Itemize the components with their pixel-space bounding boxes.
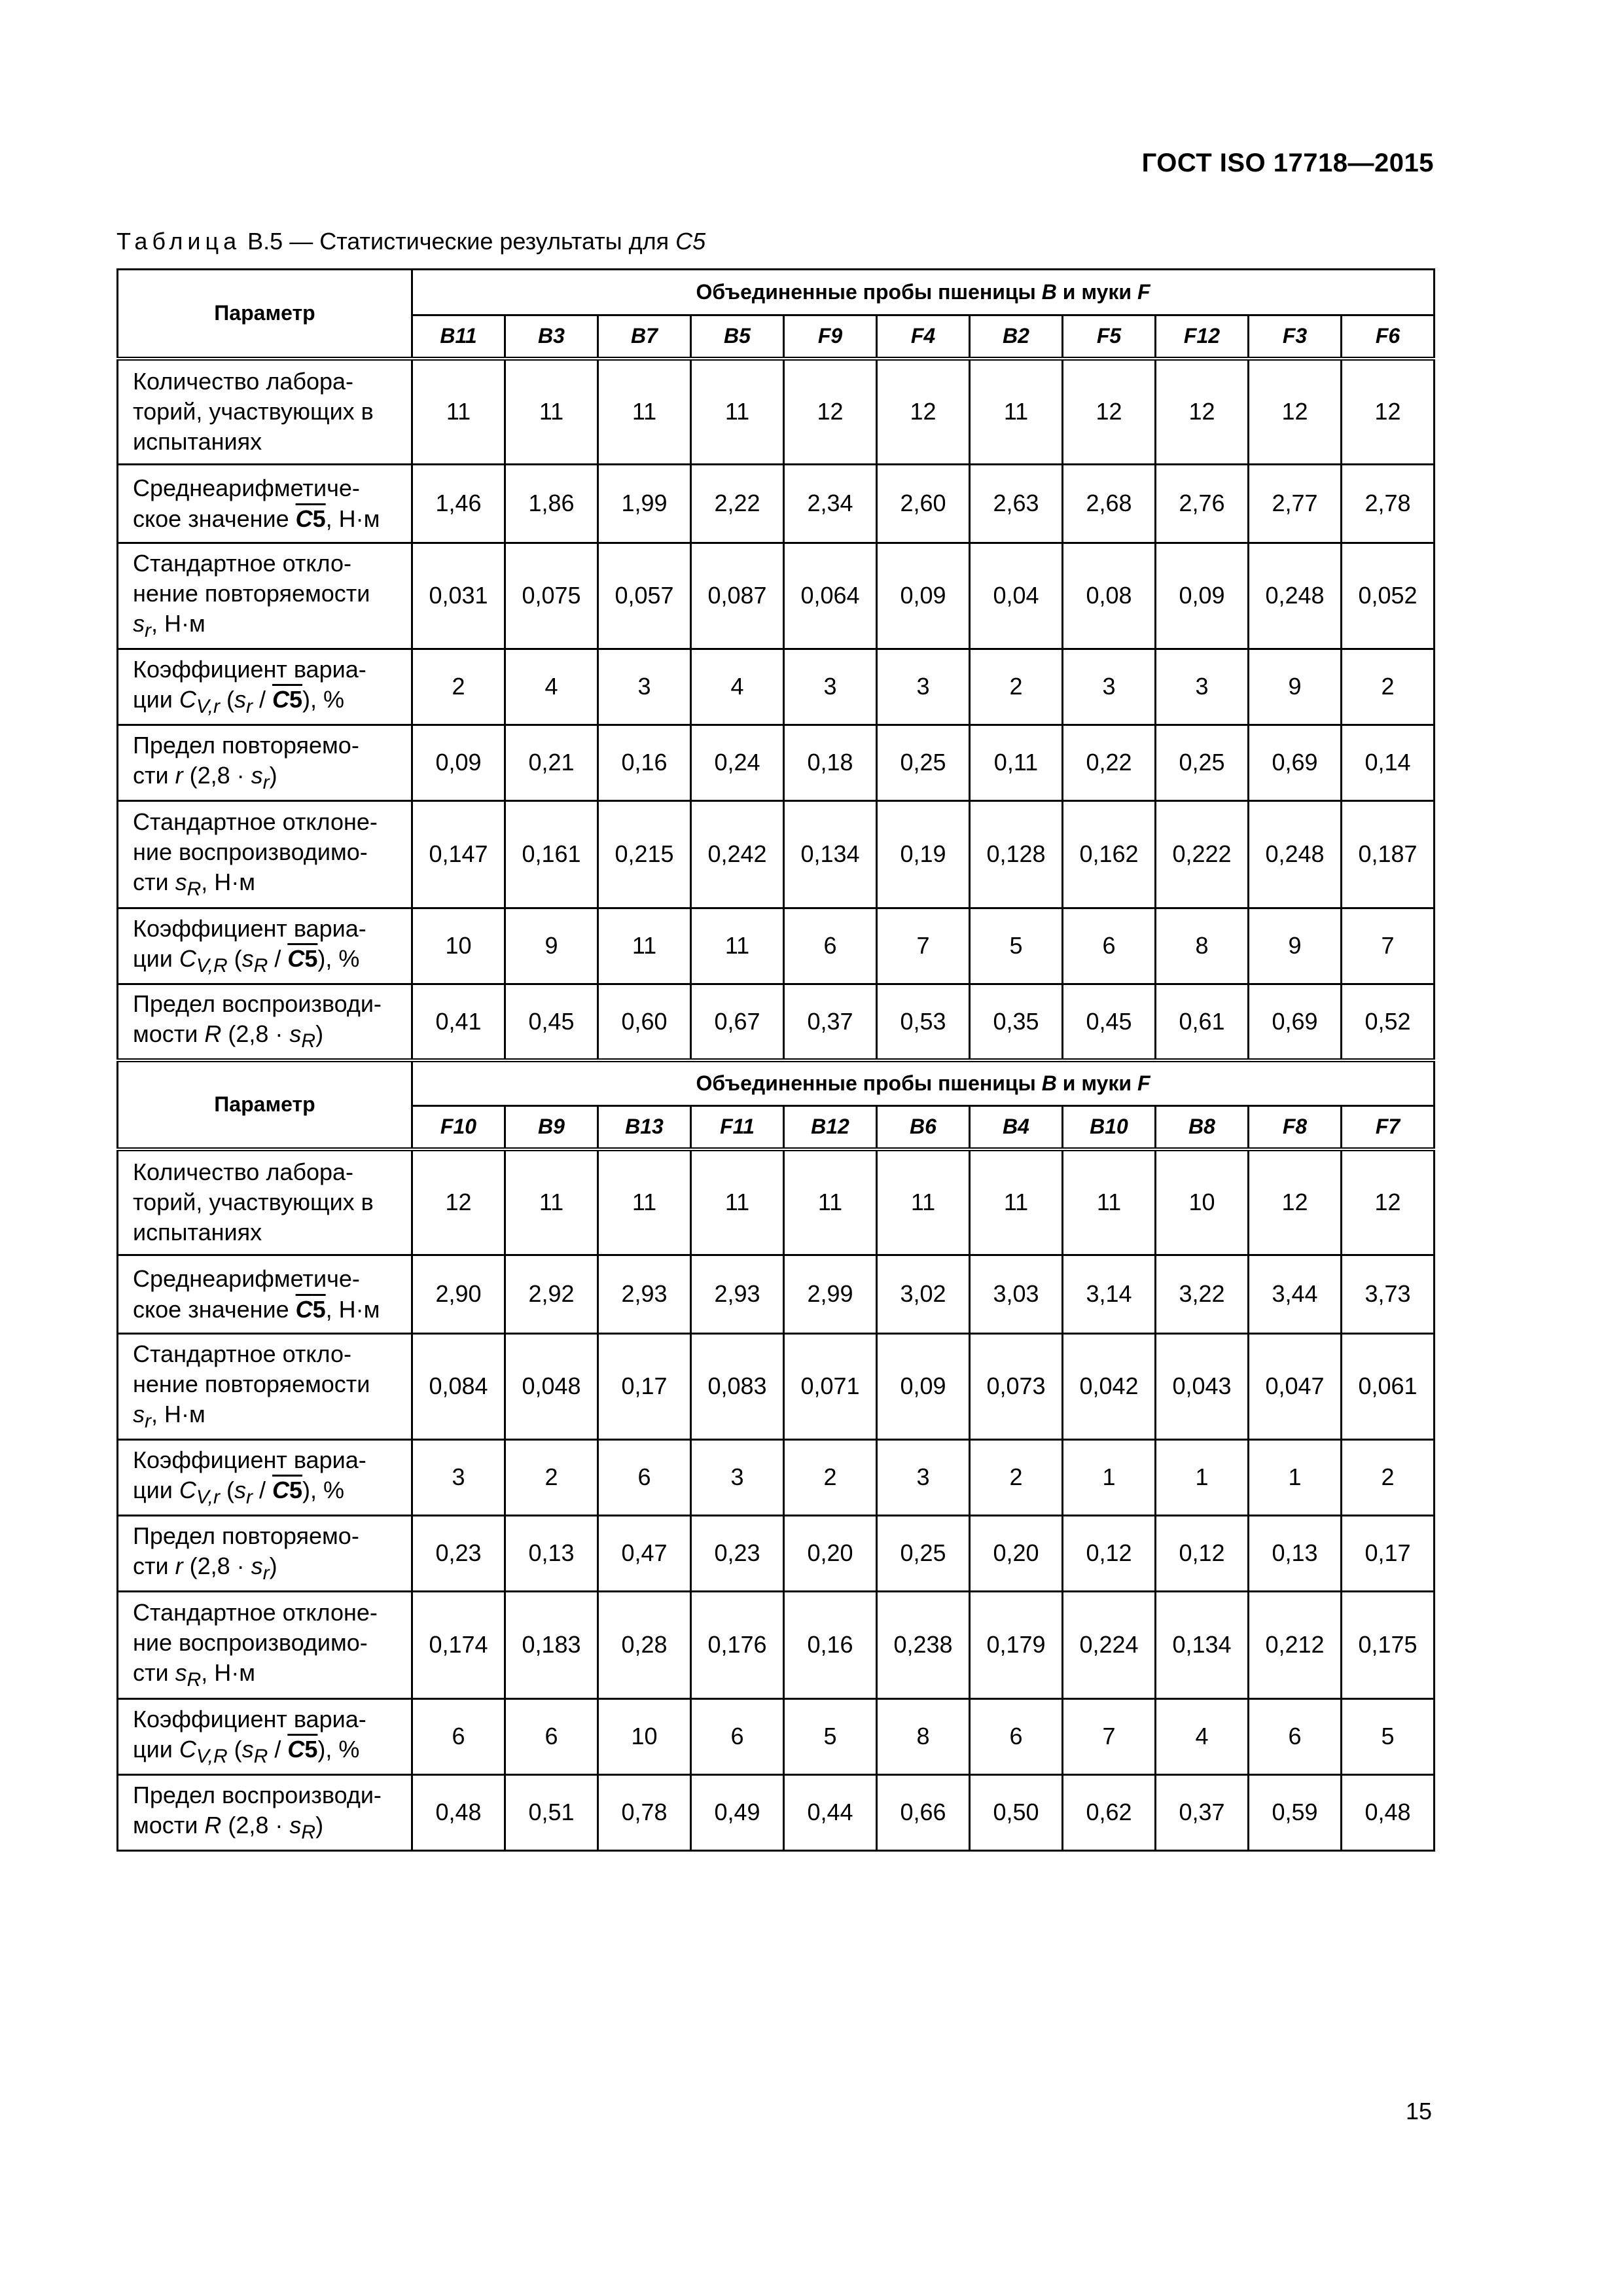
- table-cell: 4: [505, 649, 598, 725]
- table-cell: 6: [784, 908, 877, 984]
- table-cell: 2,92: [505, 1255, 598, 1334]
- table-cell: 0,19: [877, 801, 970, 908]
- table-cell: 6: [970, 1699, 1063, 1775]
- header-row: [118, 270, 1435, 315]
- table-row: [118, 1149, 1435, 1255]
- table-cell: 0,18: [784, 725, 877, 801]
- table-cell: 6: [412, 1699, 505, 1775]
- table-cell: 11: [505, 1149, 598, 1255]
- table-cell: 0,048: [505, 1334, 598, 1440]
- table-cell: 0,20: [970, 1516, 1063, 1592]
- table-cell: 11: [970, 359, 1063, 465]
- table-cell: 5: [970, 908, 1063, 984]
- table-cell: 0,49: [691, 1775, 784, 1851]
- table-cell: 2: [412, 649, 505, 725]
- param-label: Количество лабора- торий, участвующих в испытаниях: [118, 359, 412, 465]
- table-cell: 8: [877, 1699, 970, 1775]
- table-cell: 5: [784, 1699, 877, 1775]
- table-row: [118, 1516, 1435, 1592]
- table-cell: 5: [1342, 1699, 1435, 1775]
- table-cell: 9: [1249, 649, 1342, 725]
- table-cell: 10: [412, 908, 505, 984]
- table-cell: 0,162: [1063, 801, 1156, 908]
- table-cell: 0,16: [598, 725, 691, 801]
- table-cell: 6: [691, 1699, 784, 1775]
- table-cell: 12: [1063, 359, 1156, 465]
- table-cell: 1: [1156, 1440, 1249, 1516]
- param-label: Среднеарифметиче- ское значение C5, Н·м: [118, 465, 412, 543]
- table-row: [118, 359, 1435, 465]
- column-code: F9: [784, 315, 877, 359]
- table-cell: 0,47: [598, 1516, 691, 1592]
- table-cell: 0,41: [412, 984, 505, 1060]
- table-cell: 0,073: [970, 1334, 1063, 1440]
- table-cell: 0,057: [598, 543, 691, 649]
- column-code: F8: [1249, 1106, 1342, 1149]
- table-cell: 11: [598, 1149, 691, 1255]
- param-label: Предел воспроизводи- мости R $(2,8 \cdot s_R)$: [118, 1775, 412, 1851]
- table-cell: 0,242: [691, 801, 784, 908]
- column-code: F3: [1249, 315, 1342, 359]
- table-cell: 0,51: [505, 1775, 598, 1851]
- table-row: [118, 984, 1435, 1060]
- table-cell: 0,052: [1342, 543, 1435, 649]
- column-code: B7: [598, 315, 691, 359]
- table-cell: 0,212: [1249, 1592, 1342, 1699]
- table-row: [118, 1592, 1435, 1699]
- table-cell: 3: [1156, 649, 1249, 725]
- param-header: Параметр: [118, 270, 412, 359]
- table-row: [118, 725, 1435, 801]
- table-cell: 3,14: [1063, 1255, 1156, 1334]
- table-cell: 3,02: [877, 1255, 970, 1334]
- table-cell: 0,13: [505, 1516, 598, 1592]
- group-title: Объединенные пробы пшеницы B и муки F: [412, 1060, 1435, 1106]
- table-cell: 3: [412, 1440, 505, 1516]
- table-cell: 3,03: [970, 1255, 1063, 1334]
- table-cell: 0,238: [877, 1592, 970, 1699]
- table-cell: 2,63: [970, 465, 1063, 543]
- column-code: B9: [505, 1106, 598, 1149]
- table-cell: 1,99: [598, 465, 691, 543]
- table-cell: 6: [598, 1440, 691, 1516]
- table-row: [118, 908, 1435, 984]
- param-label: Коэффициент вариа- ции $C_{V,r}$ $(s_r / C5)$, %: [118, 1440, 412, 1516]
- table-cell: 0,09: [412, 725, 505, 801]
- table-cell: 0,248: [1249, 543, 1342, 649]
- table-cell: 3: [1063, 649, 1156, 725]
- column-code: B13: [598, 1106, 691, 1149]
- table-cell: 2,77: [1249, 465, 1342, 543]
- table-cell: 0,45: [1063, 984, 1156, 1060]
- table-cell: 0,087: [691, 543, 784, 649]
- table-cell: 10: [1156, 1149, 1249, 1255]
- column-code: F11: [691, 1106, 784, 1149]
- table-cell: 0,25: [1156, 725, 1249, 801]
- table-row: [118, 1440, 1435, 1516]
- table-row: [118, 465, 1435, 543]
- table-cell: 0,183: [505, 1592, 598, 1699]
- table-cell: 9: [505, 908, 598, 984]
- column-code: F4: [877, 315, 970, 359]
- table-cell: 0,222: [1156, 801, 1249, 908]
- table-cell: 7: [1342, 908, 1435, 984]
- table-cell: 11: [970, 1149, 1063, 1255]
- table-cell: 1,86: [505, 465, 598, 543]
- param-label: Стандартное отклоне- ние воспроизводимо- сти $s_R$, Н·м: [118, 801, 412, 908]
- table-cell: 0,179: [970, 1592, 1063, 1699]
- table-cell: 0,176: [691, 1592, 784, 1699]
- table-cell: 3: [877, 1440, 970, 1516]
- table-cell: 11: [412, 359, 505, 465]
- table-cell: 0,48: [412, 1775, 505, 1851]
- column-code: F6: [1342, 315, 1435, 359]
- table-cell: 0,215: [598, 801, 691, 908]
- table-cell: 4: [1156, 1699, 1249, 1775]
- table-cell: 6: [505, 1699, 598, 1775]
- table-cell: 11: [691, 908, 784, 984]
- table-cell: 2,90: [412, 1255, 505, 1334]
- caption-number: В.5 — Статистические результаты для: [247, 228, 676, 255]
- standard-id: ГОСТ ISO 17718—2015: [1141, 149, 1434, 177]
- table-cell: 12: [1249, 1149, 1342, 1255]
- column-code: B8: [1156, 1106, 1249, 1149]
- table-cell: 0,22: [1063, 725, 1156, 801]
- column-code: B11: [412, 315, 505, 359]
- caption-label: Таблица: [116, 228, 241, 255]
- table-cell: 0,24: [691, 725, 784, 801]
- table-cell: 0,17: [598, 1334, 691, 1440]
- table-cell: 12: [412, 1149, 505, 1255]
- table-cell: 11: [691, 1149, 784, 1255]
- table-cell: 0,25: [877, 725, 970, 801]
- statistics-table: [116, 268, 1435, 1852]
- table-cell: 2,22: [691, 465, 784, 543]
- table-cell: 0,50: [970, 1775, 1063, 1851]
- table-cell: 0,061: [1342, 1334, 1435, 1440]
- table-cell: 6: [1063, 908, 1156, 984]
- table-cell: 0,047: [1249, 1334, 1342, 1440]
- table-row: [118, 1334, 1435, 1440]
- table-cell: 0,248: [1249, 801, 1342, 908]
- table-cell: 11: [877, 1149, 970, 1255]
- table-cell: 1: [1063, 1440, 1156, 1516]
- table-cell: 3,44: [1249, 1255, 1342, 1334]
- group-title: Объединенные пробы пшеницы B и муки F: [412, 270, 1435, 315]
- param-label: Предел повторяемо- сти r $(2,8 \cdot s_r)$: [118, 725, 412, 801]
- table-cell: 0,23: [691, 1516, 784, 1592]
- table-cell: 0,52: [1342, 984, 1435, 1060]
- table-cell: 0,09: [877, 543, 970, 649]
- caption-subject: C5: [675, 228, 706, 255]
- table-row: [118, 543, 1435, 649]
- table-cell: 0,071: [784, 1334, 877, 1440]
- param-label: Предел воспроизводи- мости R $(2,8 \cdot s_R)$: [118, 984, 412, 1060]
- column-code: F5: [1063, 315, 1156, 359]
- table-cell: 0,13: [1249, 1516, 1342, 1592]
- table-row: [118, 649, 1435, 725]
- table-cell: 0,16: [784, 1592, 877, 1699]
- table-cell: 12: [784, 359, 877, 465]
- table-cell: 2,99: [784, 1255, 877, 1334]
- page-number: 15: [1405, 2098, 1432, 2125]
- table-cell: 2: [1342, 1440, 1435, 1516]
- param-label: Коэффициент вариа- ции $C_{V,R}$ $(s_R / C5)$, %: [118, 1699, 412, 1775]
- table-cell: 0,043: [1156, 1334, 1249, 1440]
- table-cell: 2: [784, 1440, 877, 1516]
- table-cell: 0,61: [1156, 984, 1249, 1060]
- param-label: Среднеарифметиче- ское значение C5, Н·м: [118, 1255, 412, 1334]
- table-cell: 2: [970, 649, 1063, 725]
- table-cell: 0,14: [1342, 725, 1435, 801]
- table-cell: 2,68: [1063, 465, 1156, 543]
- table-cell: 0,28: [598, 1592, 691, 1699]
- table-cell: 2,78: [1342, 465, 1435, 543]
- table-cell: 12: [1249, 359, 1342, 465]
- param-label: Коэффициент вариа- ции $C_{V,R}$ $(s_R / C5)$, %: [118, 908, 412, 984]
- table-cell: 0,134: [1156, 1592, 1249, 1699]
- table-cell: 0,08: [1063, 543, 1156, 649]
- table-cell: 0,128: [970, 801, 1063, 908]
- column-code: B3: [505, 315, 598, 359]
- table-cell: 0,69: [1249, 725, 1342, 801]
- table-cell: 0,62: [1063, 1775, 1156, 1851]
- table-cell: 2: [1342, 649, 1435, 725]
- table-cell: 1,46: [412, 465, 505, 543]
- table-cell: 2,93: [598, 1255, 691, 1334]
- column-code: B2: [970, 315, 1063, 359]
- table-cell: 6: [1249, 1699, 1342, 1775]
- table-cell: 8: [1156, 908, 1249, 984]
- table-cell: 3: [598, 649, 691, 725]
- table-cell: 3,73: [1342, 1255, 1435, 1334]
- table-cell: 0,064: [784, 543, 877, 649]
- table-cell: 0,12: [1063, 1516, 1156, 1592]
- table-cell: 0,09: [877, 1334, 970, 1440]
- table-cell: 0,083: [691, 1334, 784, 1440]
- table-cell: 0,20: [784, 1516, 877, 1592]
- table-row: [118, 1699, 1435, 1775]
- table-cell: 0,60: [598, 984, 691, 1060]
- table-cell: 11: [784, 1149, 877, 1255]
- table-cell: 0,161: [505, 801, 598, 908]
- column-code: F7: [1342, 1106, 1435, 1149]
- table-cell: 0,174: [412, 1592, 505, 1699]
- table-cell: 0,031: [412, 543, 505, 649]
- table-cell: 4: [691, 649, 784, 725]
- table-cell: 2,93: [691, 1255, 784, 1334]
- table-cell: 0,075: [505, 543, 598, 649]
- table-cell: 2,34: [784, 465, 877, 543]
- table-cell: 0,59: [1249, 1775, 1342, 1851]
- table-cell: 2,76: [1156, 465, 1249, 543]
- param-header: Параметр: [118, 1060, 412, 1149]
- table-cell: 12: [877, 359, 970, 465]
- table-cell: 11: [505, 359, 598, 465]
- table-cell: 0,09: [1156, 543, 1249, 649]
- table-cell: 0,084: [412, 1334, 505, 1440]
- table-cell: 0,224: [1063, 1592, 1156, 1699]
- table-cell: 7: [1063, 1699, 1156, 1775]
- param-label: Предел повторяемо- сти r $(2,8 \cdot s_r)$: [118, 1516, 412, 1592]
- table-cell: 0,35: [970, 984, 1063, 1060]
- table-cell: 0,147: [412, 801, 505, 908]
- table-cell: 0,44: [784, 1775, 877, 1851]
- table-cell: 0,12: [1156, 1516, 1249, 1592]
- table-cell: 2: [970, 1440, 1063, 1516]
- column-code: B5: [691, 315, 784, 359]
- table-cell: 0,69: [1249, 984, 1342, 1060]
- table-cell: 11: [1063, 1149, 1156, 1255]
- table-cell: 0,67: [691, 984, 784, 1060]
- param-label: Стандартное откло- нение повторяемости $s_r$, Н·м: [118, 1334, 412, 1440]
- table-cell: 0,37: [1156, 1775, 1249, 1851]
- table-cell: 0,66: [877, 1775, 970, 1851]
- table-cell: 3: [877, 649, 970, 725]
- table-cell: 11: [691, 359, 784, 465]
- param-label: Коэффициент вариа- ции $C_{V,r}$ $(s_r / C5)$, %: [118, 649, 412, 725]
- column-code: B4: [970, 1106, 1063, 1149]
- table-cell: 3,22: [1156, 1255, 1249, 1334]
- column-code: F10: [412, 1106, 505, 1149]
- param-label: Количество лабора- торий, участвующих в испытаниях: [118, 1149, 412, 1255]
- table-cell: 2: [505, 1440, 598, 1516]
- table-cell: 12: [1342, 359, 1435, 465]
- table-cell: 0,11: [970, 725, 1063, 801]
- table-cell: 0,53: [877, 984, 970, 1060]
- table-cell: 0,37: [784, 984, 877, 1060]
- table-cell: 11: [598, 359, 691, 465]
- table-cell: 12: [1156, 359, 1249, 465]
- table-cell: 2,60: [877, 465, 970, 543]
- table-cell: 11: [598, 908, 691, 984]
- column-code: B10: [1063, 1106, 1156, 1149]
- column-code: F12: [1156, 315, 1249, 359]
- table-cell: 0,17: [1342, 1516, 1435, 1592]
- table-row: [118, 801, 1435, 908]
- table-cell: 0,45: [505, 984, 598, 1060]
- table-row: [118, 1775, 1435, 1851]
- table-cell: 0,134: [784, 801, 877, 908]
- column-code: B6: [877, 1106, 970, 1149]
- table-cell: 3: [691, 1440, 784, 1516]
- table-cell: 0,23: [412, 1516, 505, 1592]
- table-cell: 0,78: [598, 1775, 691, 1851]
- table-cell: 1: [1249, 1440, 1342, 1516]
- table-cell: 10: [598, 1699, 691, 1775]
- table-cell: 0,25: [877, 1516, 970, 1592]
- column-code: B12: [784, 1106, 877, 1149]
- header-row: [118, 1060, 1435, 1106]
- table-cell: 0,175: [1342, 1592, 1435, 1699]
- table-cell: 3: [784, 649, 877, 725]
- table-cell: 0,21: [505, 725, 598, 801]
- table-cell: 0,187: [1342, 801, 1435, 908]
- table-cell: 0,04: [970, 543, 1063, 649]
- param-label: Стандартное откло- нение повторяемости $s_r$, Н·м: [118, 543, 412, 649]
- table-cell: 0,48: [1342, 1775, 1435, 1851]
- table-cell: 0,042: [1063, 1334, 1156, 1440]
- table-cell: 9: [1249, 908, 1342, 984]
- table-row: [118, 1255, 1435, 1334]
- table-caption: [116, 228, 705, 255]
- table-cell: 7: [877, 908, 970, 984]
- param-label: Стандартное отклоне- ние воспроизводимо- сти $s_R$, Н·м: [118, 1592, 412, 1699]
- table-cell: 12: [1342, 1149, 1435, 1255]
